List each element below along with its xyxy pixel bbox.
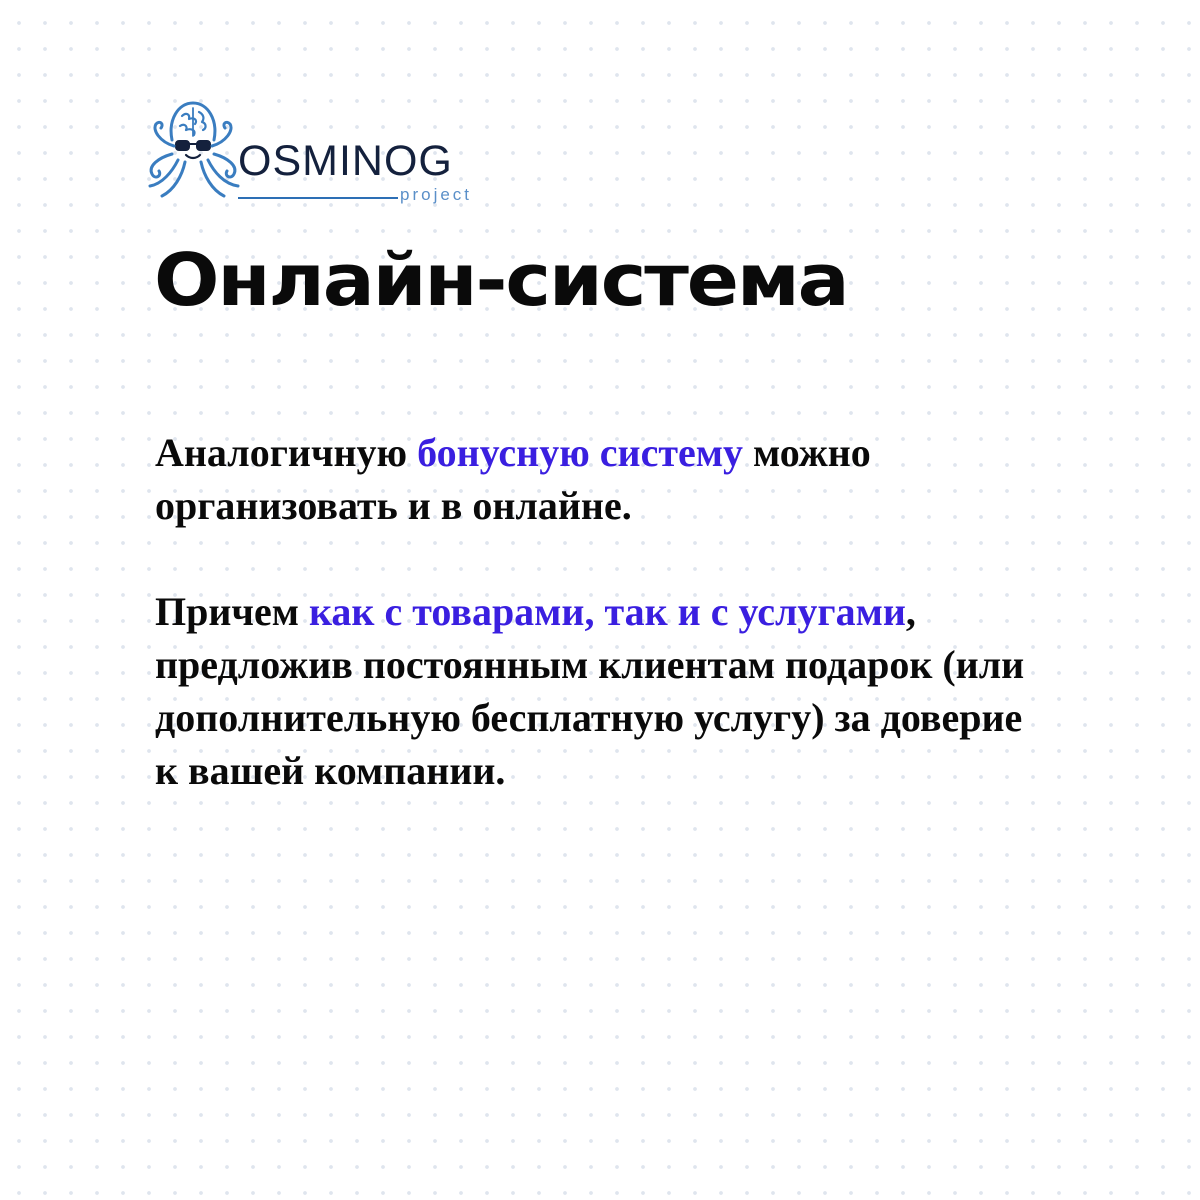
logo-wordmark: OSMINOG	[238, 137, 453, 185]
paragraph-2-end: , предложив постоянным клиентам подарок (или дополнительную бесплатную услугу) за доверие к вашей компании.	[155, 589, 1025, 793]
paragraph-1-end: можно организовать и в онлайне.	[155, 430, 871, 528]
paragraph-1-highlight: бонусную систему	[417, 430, 743, 475]
logo-underline	[238, 197, 398, 199]
paragraph-2-highlight: как с товарами, так и с услугами	[308, 589, 906, 634]
osminog-logo	[142, 100, 472, 210]
body-text	[155, 426, 1035, 797]
logo-subtitle: project	[400, 185, 473, 204]
page-title: Онлайн-система	[154, 238, 848, 322]
paragraph-2	[155, 585, 1035, 797]
octopus-icon	[142, 100, 244, 204]
paragraph-1	[155, 426, 1035, 532]
paragraph-1-start: Аналогичную	[155, 430, 418, 475]
paragraph-2-start: Причем	[155, 589, 309, 634]
